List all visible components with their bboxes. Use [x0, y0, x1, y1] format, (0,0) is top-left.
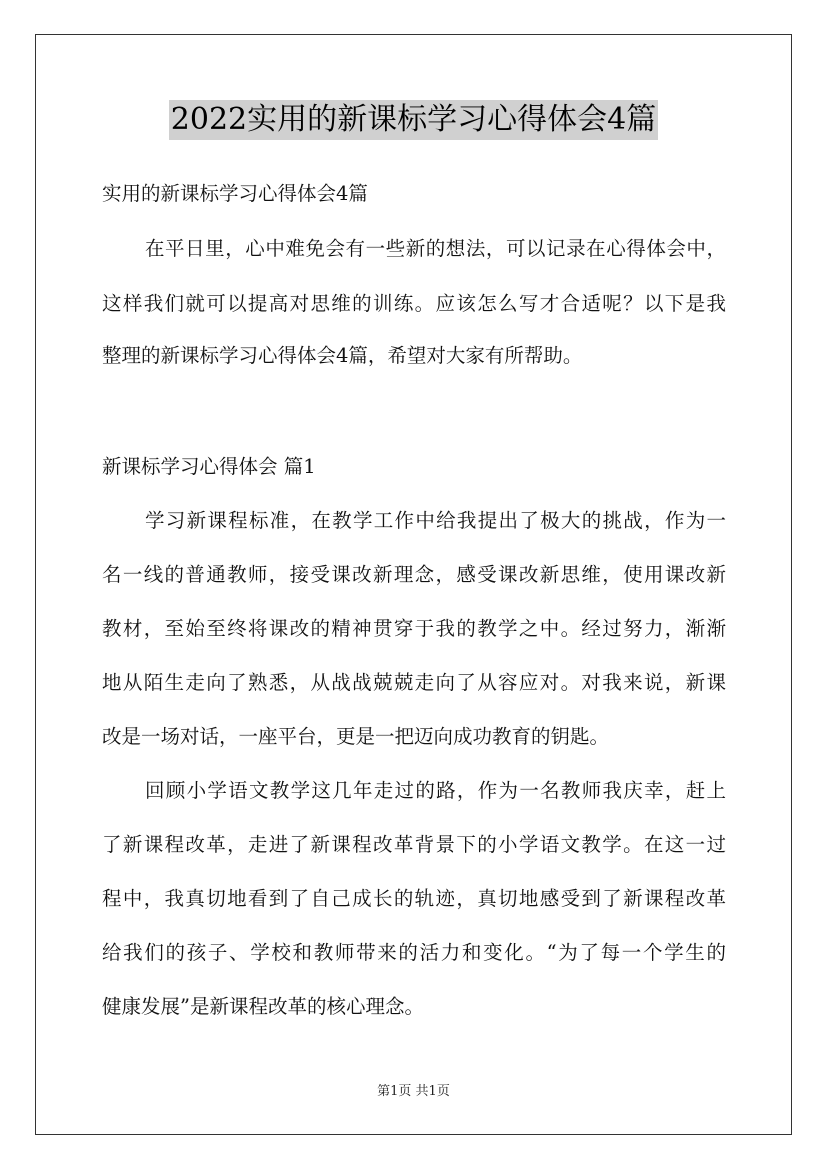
paragraph-line: 给我们的孩子、学校和教师带来的活力和变化。“为了每一个学生的 — [102, 941, 726, 964]
page-footer: 第1页 共1页 — [377, 1084, 450, 1099]
paragraph-line: 教材，至始至终将课改的精神贯穿于我的教学之中。经过努力，渐渐 — [102, 617, 726, 640]
paragraph-line: 回顾小学语文教学这几年走过的路，作为一名教师我庆幸，赶上 — [145, 779, 726, 802]
title-container — [0, 100, 827, 140]
document-subtitle: 实用的新课标学习心得体会4篇 — [102, 182, 368, 205]
intro-line: 整理的新课标学习心得体会4篇，希望对大家有所帮助。 — [102, 344, 583, 367]
paragraph-line: 学习新课程标准，在教学工作中给我提出了极大的挑战，作为一 — [145, 509, 726, 532]
paragraph-line: 名一线的普通教师，接受课改新理念，感受课改新思维，使用课改新 — [102, 563, 726, 586]
paragraph-line: 了新课程改革，走进了新课程改革背景下的小学语文教学。在这一过 — [102, 833, 726, 856]
section-heading: 新课标学习心得体会 篇1 — [102, 455, 316, 478]
intro-line: 这样我们就可以提高对思维的训练。应该怎么写才合适呢？以下是我 — [102, 292, 726, 315]
intro-line: 在平日里，心中难免会有一些新的想法，可以记录在心得体会中， — [145, 237, 726, 260]
paragraph-line: 健康发展”是新课程改革的核心理念。 — [102, 995, 424, 1018]
paragraph-line: 地从陌生走向了熟悉，从战战兢兢走向了从容应对。对我来说，新课 — [102, 671, 726, 694]
paragraph-line: 程中，我真切地看到了自己成长的轨迹，真切地感受到了新课程改革 — [102, 887, 726, 910]
document-title: 2022实用的新课标学习心得体会4篇 — [169, 100, 658, 140]
paragraph-line: 改是一场对话，一座平台，更是一把迈向成功教育的钥匙。 — [102, 725, 610, 748]
